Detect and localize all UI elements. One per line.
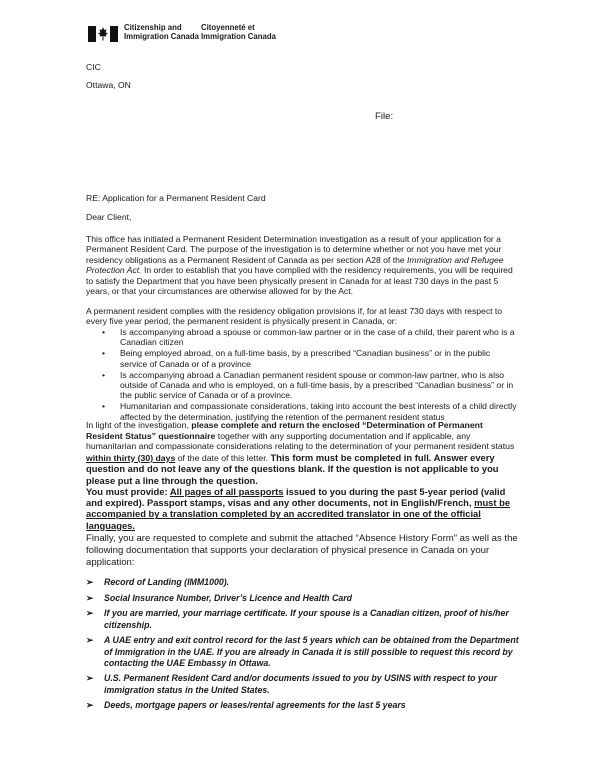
list-item: ➢ If you are married, your marriage certificate. If your spouse is a Canadian citizen, proof of his/her citizenship. xyxy=(86,608,509,630)
paragraph-residency-obligation: A permanent resident complies with the residency obligation provisions if, for at least 730 days with respect to every five year period, the permanent resident is physically present in Canada, or: xyxy=(86,306,503,327)
department-name-french: Citoyenneté et Immigration Canada xyxy=(201,23,276,41)
list-item: • Is accompanying abroad a spouse or common-law partner or in the case of a child, their parent who is a Canadian citizen xyxy=(102,327,515,348)
list-item: ➢ Social Insurance Number, Driver’s Licence and Health Card xyxy=(86,592,353,603)
paragraph-passports: You must provide: All pages of all passports issued to you during the past 5-year period (valid and expired). Passport stamps, visas and any other documents, not in English/French, must be accompanied by a translation completed by an accredited translator in one of the official languages. xyxy=(86,486,511,531)
paragraph-absence-history: Finally, you are requested to complete and submit the attached “Absence History Form” as well as the following documentation that supports your declaration of physical presence in Canada on your application: xyxy=(86,533,518,568)
list-item: ➢ A UAE entry and exit control record for the last 5 years which can be obtained from the Department of Immigration in the UAE. If you are already in Canada it is still possible to request this record by contacting the UAE Embassy in Ottawa. xyxy=(86,635,519,668)
residency-exceptions-list xyxy=(86,327,518,422)
list-item: ➢ U.S. Permanent Resident Card and/or documents issued to you by USINS with respect to your immigration status in the United States. xyxy=(86,673,497,695)
salutation: Dear Client, xyxy=(86,212,132,222)
sender-office: CIC xyxy=(86,62,101,72)
paragraph-investigation: This office has initiated a Permanent Resident Determination investigation as a result of your application for a Permanent Resident Card. The purpose of the investigation is to determine whether or not you have met your residency obligations as a Permanent Resident of Canada as per section A28 of the Immigration and Refugee Protection Act. In order to establish that you have complied with the residency requirements, you will be required to satisfy the Department that you have been physically present in Canada for at least 730 days in the past 5 years, or that your circumstances are otherwise allowed for by the Act. xyxy=(86,234,513,297)
list-item: ➢ Deeds, mortgage papers or leases/rental agreements for the last 5 years xyxy=(86,700,406,711)
maple-leaf-icon xyxy=(98,27,108,41)
subject-line: RE: Application for a Permanent Resident Card xyxy=(86,193,266,203)
list-item: • Being employed abroad, on a full-time basis, by a prescribed “Canadian business” or in the public service of Canada or of a province xyxy=(102,348,491,369)
paragraph-questionnaire: In light of the investigation, please complete and return the enclosed “Determination of Permanent Resident Status” questionnaire together with any supporting documentation and if applicable, any humanitarian and compassionate considerations relating to the determination of your permanent resident status within thirty (30) days of the date of this letter. This form must be completed in full. Answer every question and do not leave any of the questions blank. If the question is not applicable to you please put a line through the question. xyxy=(86,420,515,486)
required-documents-list xyxy=(86,577,526,716)
list-item: • Humanitarian and compassionate considerations, taking into account the best interests of a child directly affected by the determination, justifying the retention of the permanent resident status xyxy=(102,401,517,422)
canada-flag-icon xyxy=(88,26,118,42)
file-number-label: File: xyxy=(375,111,394,122)
list-item: ➢ Record of Landing (IMM1000). xyxy=(86,577,230,587)
department-name-english: Citizenship and Immigration Canada xyxy=(124,23,199,41)
list-item: • Is accompanying abroad a Canadian permanent resident spouse or common-law partner, who is also outside of Canada and who is employed, on a full-time basis, by a prescribed “Canadian business” or in the public service of Canada or of a province. xyxy=(102,369,514,401)
sender-city: Ottawa, ON xyxy=(86,80,131,90)
